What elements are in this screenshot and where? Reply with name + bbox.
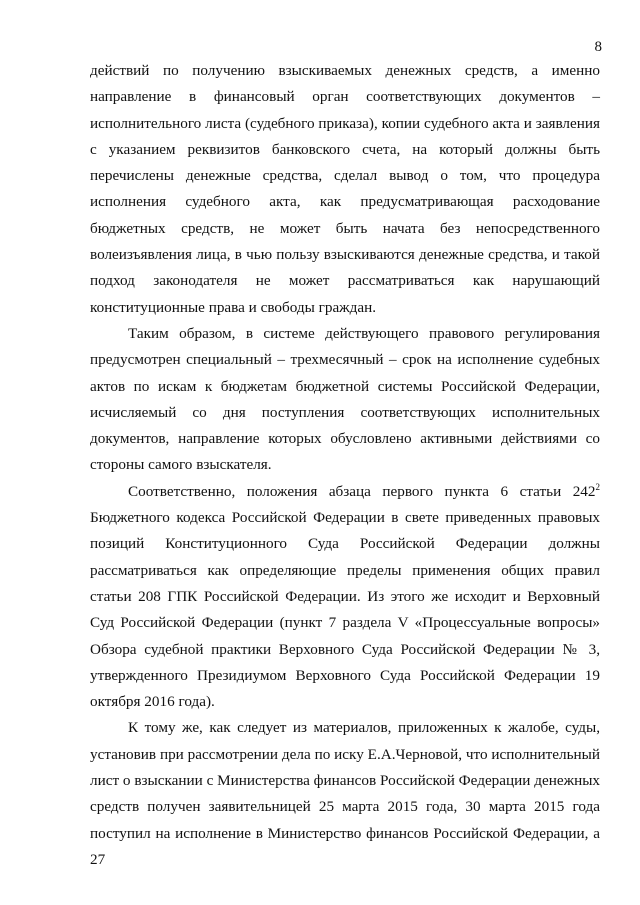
- page-number: 8: [594, 39, 602, 55]
- paragraph-3-text-start: Соответственно, положения абзаца первого пункта 6 статьи 242: [128, 482, 596, 500]
- paragraph-2: Таким образом, в системе действующего правового регулирования предусмотрен специальный – трехмесячный – срок на исполнение судебных актов по искам к бюджетам бюджетной системы Российской Федерации, исчисляемый со дня поступления соответствующих исполнительных документов, направление которых обусловлено активными действиями со стороны самого взыскателя.: [90, 324, 600, 474]
- paragraph-1: действий по получению взыскиваемых денежных средств, а именно направление в финансовый орган соответствующих документов – исполнительного листа (судебного приказа), копии судебного акта и заявления с указанием реквизитов банковского счета, на который должны быть перечислены денежные средства, сделал вывод о том, что процедура исполнения судебного акта, как предусматривающая расходование бюджетных средств, не может быть начата без непосредственного волеизъявления лица, в чью пользу взыскиваются денежные средства, и такой подход законодателя не может рассматриваться как нарушающий конституционные права и свободы граждан.: [90, 62, 600, 316]
- paragraph-4: К тому же, как следует из материалов, приложенных к жалобе, суды, установив при рассмотрении дела по иску Е.А.Черновой, что исполнительный лист о взыскании с Министерства финансов Российской Федерации денежных средств получен заявительницей 25 марта 2015 года, 30 марта 2015 года поступил на исполнение в Министерство финансов Российской Федерации, а 27: [90, 719, 600, 868]
- document-body: [90, 58, 600, 873]
- paragraph-3-text-end: Бюджетного кодекса Российской Федерации в свете приведенных правовых позиций Конституционного Суда Российской Федерации должны рассматриваться как определяющие пределы применения общих правил статьи 208 ГПК Российской Федерации. Из этого же исходит и Верховный Суд Российской Федерации (пункт 7 раздела V «Процессуальные вопросы» Обзора судебной практики Верховного Суда Российской Федерации № 3, утвержденного Президиумом Верховного Суда Российской Федерации 19 октября 2016 года).: [90, 509, 600, 711]
- paragraph-3: [90, 479, 600, 716]
- article-number-superscript: 2: [595, 481, 600, 492]
